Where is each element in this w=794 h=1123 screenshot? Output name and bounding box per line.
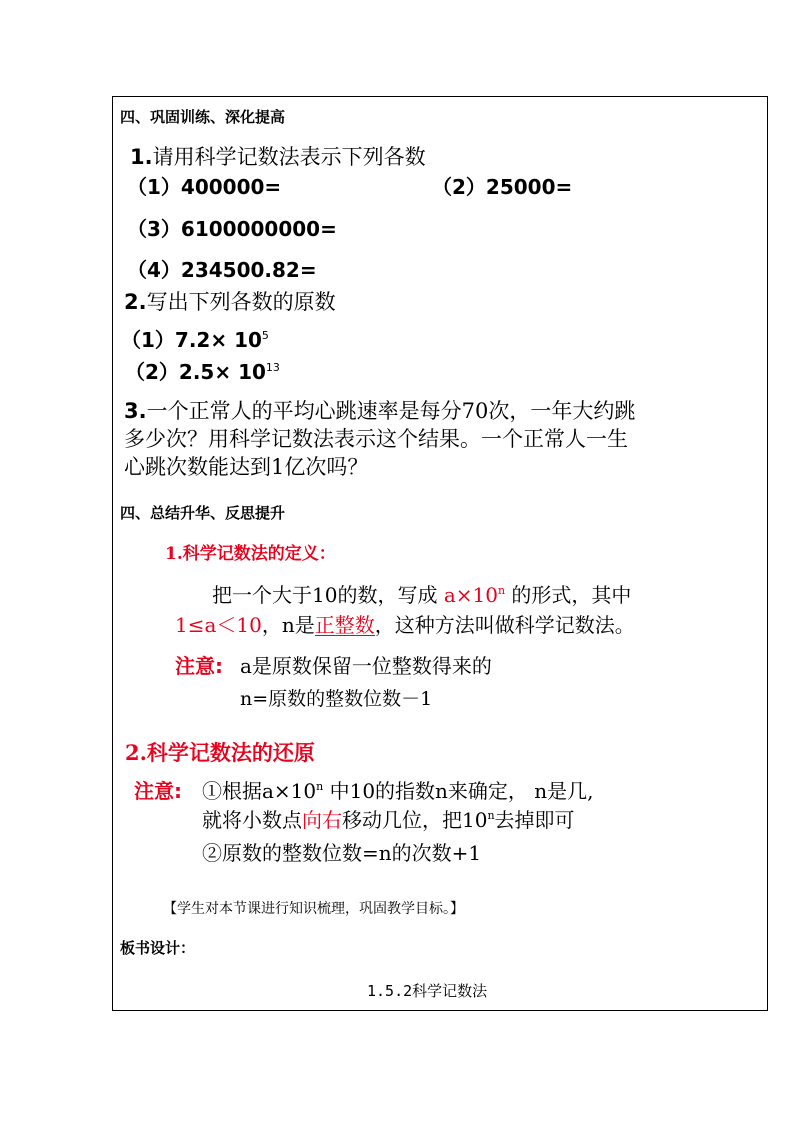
restore-line-1-pre: ①根据a×10 bbox=[202, 779, 317, 803]
question-2-heading bbox=[124, 292, 336, 313]
question-1-number: 1. bbox=[130, 145, 153, 169]
question-3-line-1 bbox=[124, 401, 635, 422]
question-2-item-2-base: （2）2.5× 10 bbox=[125, 360, 266, 384]
definition-formula: a×10 bbox=[443, 583, 498, 607]
restore-line-2-pre: 就将小数点 bbox=[202, 808, 302, 832]
question-1-item-1: （1）400000= bbox=[127, 175, 282, 199]
section-title-summary: 四、总结升华、反思提升 bbox=[120, 504, 286, 522]
question-1-item-3: （3）6100000000= bbox=[127, 217, 337, 241]
definition-line-2-post: ，这种方法叫做科学记数法。 bbox=[374, 613, 635, 637]
restore-line-2-mid: 移动几位，把10 bbox=[342, 808, 488, 832]
definition-note-1-text: a是原数保留一位整数得来的 bbox=[240, 654, 492, 678]
definition-line-1-post: 的形式，其中 bbox=[505, 583, 632, 607]
section-title-practice: 四、巩固训练、深化提高 bbox=[120, 108, 286, 126]
definition-line-2-mid: ，n是 bbox=[261, 613, 315, 637]
restore-line-3: ②原数的整数位数=n的次数+1 bbox=[202, 841, 482, 865]
restore-line-2 bbox=[202, 810, 575, 830]
question-2-item-1-exponent: 5 bbox=[261, 329, 269, 342]
definition-line-1 bbox=[212, 585, 631, 605]
definition-heading: 1.科学记数法的定义： bbox=[165, 544, 336, 564]
question-3-line-3: 心跳次数能达到1亿次吗？ bbox=[124, 455, 369, 479]
definition-note-label: 注意: bbox=[175, 654, 223, 678]
restore-line-2-exponent: n bbox=[487, 809, 495, 822]
question-2-item-1-base: （1）7.2× 10 bbox=[121, 328, 262, 352]
definition-line-1-pre: 把一个大于10的数，写成 bbox=[212, 583, 444, 607]
question-3-text-1: 一个正常人的平均心跳速率是每分70次，一年大约跳 bbox=[146, 399, 636, 423]
definition-line-2 bbox=[175, 615, 635, 636]
question-1-heading bbox=[130, 147, 426, 168]
definition-blank-answer: 正整数 bbox=[314, 613, 375, 637]
board-design-label: 板书设计： bbox=[120, 939, 196, 957]
question-2-item-2 bbox=[125, 362, 280, 382]
question-3-number: 3. bbox=[124, 399, 147, 423]
restore-heading: 2.科学记数法的还原 bbox=[125, 740, 315, 765]
question-1-title: 请用科学记数法表示下列各数 bbox=[152, 145, 426, 169]
restore-line-1-exponent: n bbox=[316, 780, 324, 793]
question-1-item-2: （2）25000= bbox=[432, 175, 573, 199]
question-2-number: 2. bbox=[124, 290, 147, 314]
board-design-title: 1.5.2科学记数法 bbox=[367, 982, 488, 1000]
restore-line-2-post: 去掉即可 bbox=[494, 808, 575, 832]
question-2-item-1 bbox=[121, 330, 269, 350]
restore-direction: 向右 bbox=[302, 808, 342, 832]
student-activity-note: 【学生对本节课进行知识梳理，巩固教学目标。】 bbox=[163, 901, 464, 917]
definition-range: 1≤a＜10 bbox=[175, 613, 262, 637]
question-2-title: 写出下列各数的原数 bbox=[146, 290, 336, 314]
definition-note-2: n=原数的整数位数－1 bbox=[240, 688, 433, 710]
definition-note-1 bbox=[240, 656, 492, 676]
definition-formula-exponent: n bbox=[497, 584, 506, 597]
restore-note-label: 注意: bbox=[134, 779, 182, 803]
question-3-line-2: 多少次？用科学记数法表示这个结果。一个正常人一生 bbox=[124, 427, 628, 451]
question-1-item-4: （4）234500.82= bbox=[127, 258, 317, 282]
question-2-item-2-exponent: 13 bbox=[265, 361, 280, 374]
restore-line-1-post: 中10的指数n来确定， n是几, bbox=[323, 779, 594, 803]
restore-line-1 bbox=[202, 781, 594, 801]
